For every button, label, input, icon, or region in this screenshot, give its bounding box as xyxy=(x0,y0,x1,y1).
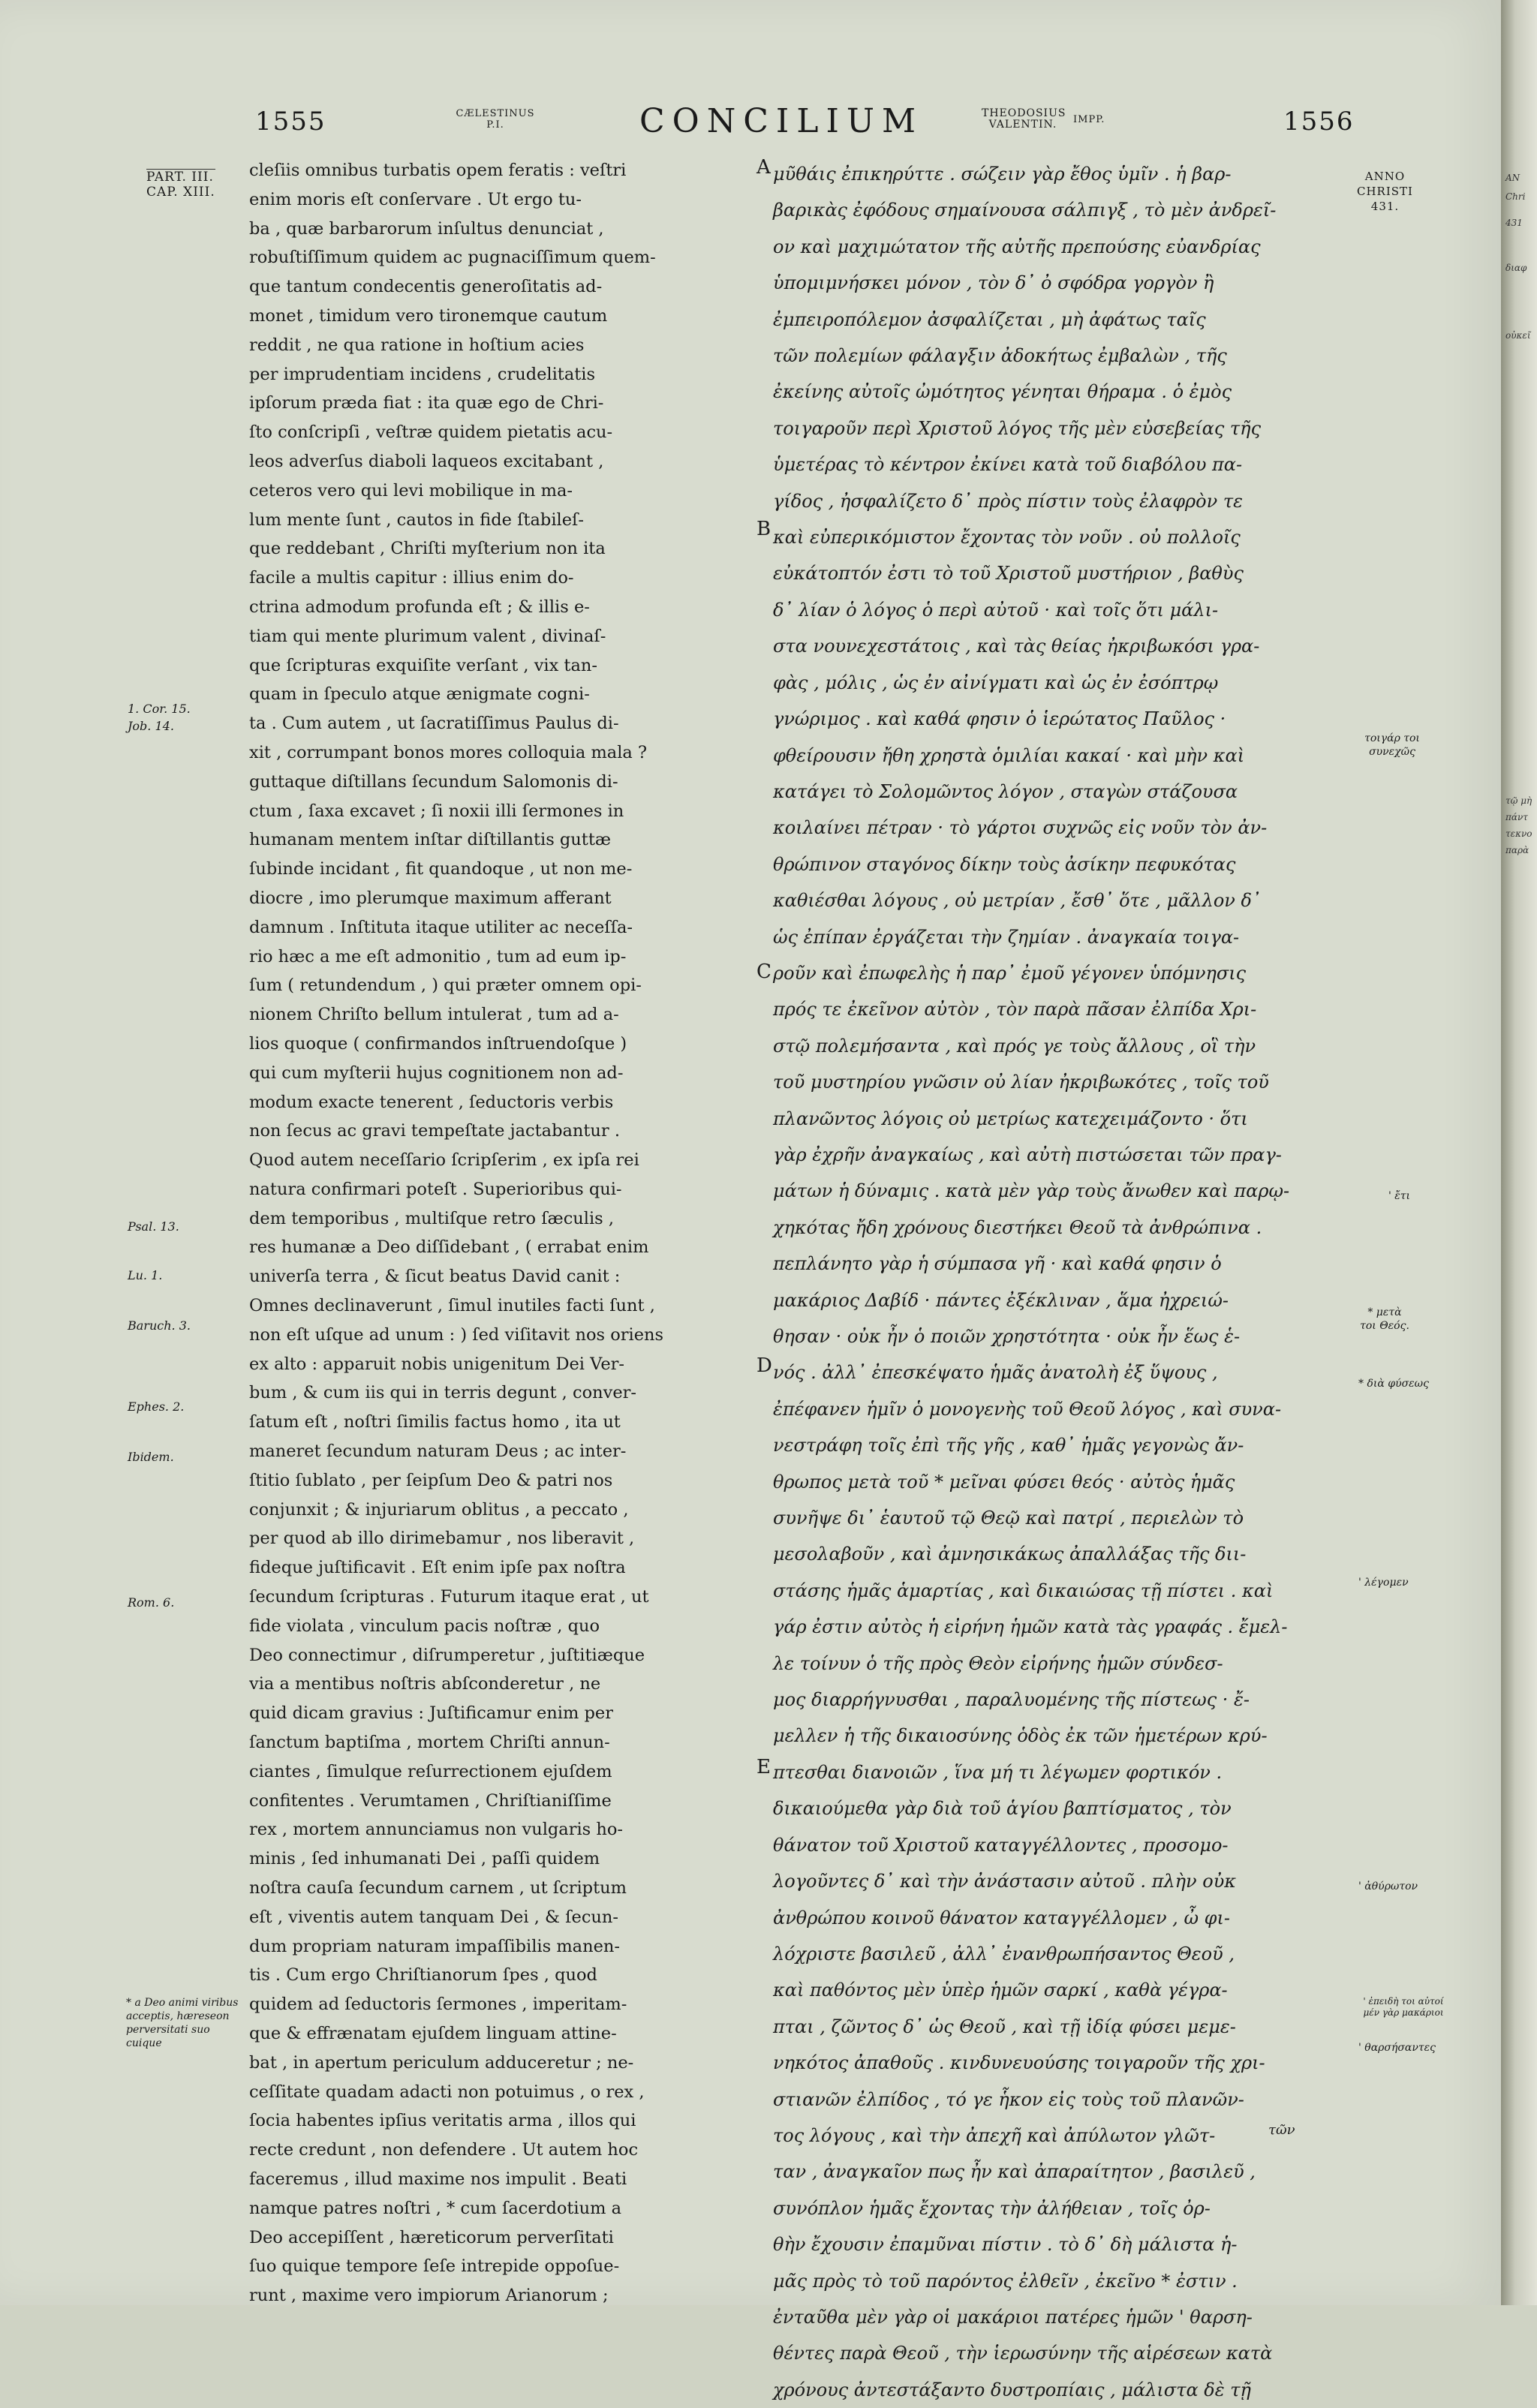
anno-label: ANNO xyxy=(1364,170,1406,183)
text-line: γάρ ἐστιν αὐτὸς ἡ εἰρήνη ἡμῶν κατὰ τὰς γραφάς . ἔμελ- xyxy=(773,1616,1288,1638)
text-line: καθιέσθαι λόγους , οὐ μετρίαν , ἔσθ᾽ ὅτε , μᾶλλον δ᾽ xyxy=(773,890,1261,912)
text-line: λογοῦντες δ᾽ καὶ τὴν ἀνάστασιν αὐτοῦ . πλὴν οὐκ xyxy=(773,1871,1237,1892)
text-line: noſtra cauſa ſecundum carnem , ut ſcriptum xyxy=(249,1878,627,1898)
latin-column xyxy=(249,156,744,2310)
text-line: ſocia habentes ipſius veritatis arma , illos qui xyxy=(249,2111,636,2131)
text-line: per imprudentiam incidens , crudelitatis xyxy=(249,364,596,384)
running-header xyxy=(0,98,1501,158)
text-line: ἐνταῦθα μὲν γὰρ οἱ μακάριοι πατέρες ἡμῶν ' θαρση- xyxy=(773,2306,1253,2328)
next-page-fragment: Chri xyxy=(1505,191,1526,202)
text-line: dem temporibus , multiſque retro ſæculis , xyxy=(249,1208,615,1228)
margin-gloss: ' ἔτι xyxy=(1388,1190,1411,1202)
catchword: τῶν xyxy=(1268,2122,1295,2138)
text-line: ciantes , ſimulque reſurrectionem ejuſdem xyxy=(249,1761,612,1781)
text-line: στῷ πολεμήσαντα , καὶ πρός γε τοὺς ἄλλους , οἳ τὴν xyxy=(773,1035,1256,1057)
text-line: minis , ſed inhumanati Dei , paſſi quidem xyxy=(249,1849,600,1869)
text-line: via a mentibus noſtris abſconderetur , ne xyxy=(249,1674,601,1694)
margin-ref: Ibidem. xyxy=(128,1450,174,1464)
text-line: συνῆψε δι᾽ ἑαυτοῦ τῷ Θεῷ καὶ πατρί , περιελὼν τὸ xyxy=(773,1508,1244,1529)
text-line: βαρικὰς ἐφόδους σημαίνουσα σάλπιγξ , τὸ μὲν ἀνδρεῖ- xyxy=(773,200,1277,221)
text-line: lios quoque ( confirmandos inſtruendoſque ) xyxy=(249,1033,627,1054)
text-line: ctrina admodum profunda eſt ; & illis e- xyxy=(249,597,590,617)
section-letter: B xyxy=(756,518,772,540)
text-line: ον καὶ μαχιμώτατον τῆς αὐτῆς πρεπούσης εὐανδρίας xyxy=(773,236,1261,257)
text-line: dum propriam naturam impaſſibilis manen- xyxy=(249,1936,620,1956)
text-line: ſubinde incidant , fit quandoque , ut non me- xyxy=(249,859,633,879)
margin-gloss: ' ἐπειδὴ τοι αὐτοί μέν γὰρ μακάριοι xyxy=(1363,1996,1444,2018)
right-page-number: 1556 xyxy=(1283,107,1355,137)
text-line: νηκότος ἀπαθοῦς . κινδυνευούσης τοιγαροῦν τῆς χρι- xyxy=(773,2052,1265,2074)
text-line: εὐκάτοπτόν ἐστι τὸ τοῦ Χριστοῦ μυστήριον , βαθὺς xyxy=(773,563,1244,585)
text-line: μος διαρρήγνυσθαι , παραλυομένης τῆς πίστεως · ἔ- xyxy=(773,1689,1250,1711)
text-line: πεπλάνητο γὰρ ἡ σύμπασα γῆ · καὶ καθά φησιν ὁ xyxy=(773,1253,1222,1275)
text-line: diocre , imo plerumque maximum afferant xyxy=(249,888,612,908)
header-pope xyxy=(450,108,540,131)
text-line: ſanctum baptiſma , mortem Chriſti annun- xyxy=(249,1733,610,1753)
text-line: ταν , ἀναγκαῖον πως ἦν καὶ ἀπαραίτητον , βασιλεῦ , xyxy=(773,2161,1256,2183)
text-line: ὑπομιμνήσκει μόνον , τὸν δ᾽ ὀ σφόδρα γοργὸν ἢ xyxy=(773,272,1214,294)
header-emperors xyxy=(982,108,1064,131)
text-line: eſt , viventis autem tanquam Dei , & ſecun- xyxy=(249,1907,619,1927)
text-line: καὶ παθόντος μὲν ὑπὲρ ἡμῶν σαρκί , καθὰ γέγρα- xyxy=(773,1980,1228,2001)
text-line: κατάγει τὸ Σολομῶντος λόγον , σταγὼν στάζουσα xyxy=(773,780,1238,802)
text-line: per quod ab illo dirimebamur , nos liberavit , xyxy=(249,1529,635,1549)
margin-gloss: * διὰ φύσεως xyxy=(1358,1378,1429,1390)
section-letter: A xyxy=(756,156,771,179)
text-line: ſtitio ſublato , per ſeipſum Deo & patri nos xyxy=(249,1470,613,1490)
text-line: κοιλαίνει πέτραν · τὸ γάρτοι συχνῶς εἰς νοῦν τὸν ἀν- xyxy=(773,817,1268,839)
text-line: ſecundum ſcripturas . Futurum itaque erat , ut xyxy=(249,1587,649,1607)
header-emperor-1: THEODOSIUS xyxy=(982,107,1066,119)
year-label: 431. xyxy=(1370,200,1400,213)
margin-gloss: ' ἀθύρωτον xyxy=(1358,1880,1418,1892)
text-line: enim moris eſt conſervare . Ut ergo tu- xyxy=(249,189,582,209)
text-line: cleſiis omnibus turbatis opem feratis : veſtri xyxy=(249,161,627,180)
text-line: non eſt uſque ad unum : ) ſed viſitavit nos oriens xyxy=(249,1324,664,1345)
text-line: θρώπινον σταγόνος δίκην τοὺς ἀσίκην πεφυκότας xyxy=(773,853,1236,875)
text-line: μεσολαβοῦν , καὶ ἀμνησικάκως ἀπαλλάξας τῆς διι- xyxy=(773,1544,1247,1565)
chapter-label: CAP. XIII. xyxy=(146,185,215,200)
margin-ref: Ephes. 2. xyxy=(128,1399,185,1414)
section-letter: D xyxy=(756,1354,772,1377)
text-line: maneret ſecundum naturam Deus ; ac inter- xyxy=(249,1441,627,1462)
text-line: καὶ εὐπερικόμιστον ἔχοντας τὸν νοῦν . οὐ πολλοῖς xyxy=(773,527,1241,549)
text-line: rex , mortem annunciamus non vulgaris ho- xyxy=(249,1820,623,1840)
text-line: χηκότας ἤδη χρόνους διεστήκει Θεοῦ τὰ ἀνθρώπινα . xyxy=(773,1216,1262,1238)
text-line: στα νουνεχεστάτοις , καὶ τὰς θείας ἠκριβωκόσι γρα- xyxy=(773,636,1260,657)
text-line: στάσης ἡμᾶς ἁμαρτίας , καὶ δικαιώσας τῇ πίστει . καὶ xyxy=(773,1580,1274,1601)
text-line: τοιγαροῦν περὶ Χριστοῦ λόγος τῆς μὲν εὐσεβείας τῆς xyxy=(773,417,1262,439)
text-line: δικαιούμεθα γὰρ διὰ τοῦ ἁγίου βαπτίσματος , τὸν xyxy=(773,1798,1232,1820)
margin-gloss: τοιγάρ τοι συνεχῶς xyxy=(1364,732,1420,758)
text-line: τῶν πολεμίων φάλαγξιν ἀδοκήτως ἐμβαλὼν , τῆς xyxy=(773,345,1227,367)
text-line: namque patres noſtri , * cum ſacerdotium a xyxy=(249,2198,622,2218)
anno-christi xyxy=(1357,169,1413,214)
next-page-fragment: 431 xyxy=(1505,218,1523,228)
text-line: bum , & cum iis qui in terris degunt , conver- xyxy=(249,1383,637,1403)
text-line: ex alto : apparuit nobis unigenitum Dei Ver- xyxy=(249,1354,625,1374)
text-line: ſto conſcripſi , veſtræ quidem pietatis acu- xyxy=(249,422,613,443)
margin-ref: Rom. 6. xyxy=(128,1595,175,1610)
next-page-fragment: πάντ xyxy=(1505,812,1528,822)
text-line: rio hæc a me eſt admonitio , tum ad eum ip- xyxy=(249,946,627,967)
text-line: ſum ( retundendum , ) qui præter omnem opi- xyxy=(249,976,642,996)
text-line: νός . ἀλλ᾽ ἐπεσκέψατο ἡμᾶς ἀνατολὴ ἐξ ὕψους , xyxy=(773,1362,1218,1384)
part-chapter-marker xyxy=(146,169,215,200)
text-line: ipſorum præda fiat : ita quæ ego de Chri- xyxy=(249,393,604,413)
christi-label: CHRISTI xyxy=(1357,185,1413,198)
text-line: que tantum condecentis generoſitatis ad- xyxy=(249,277,603,297)
text-line: πτεσθαι διανοιῶν , ἵνα μή τι λέγωμεν φορτικόν . xyxy=(773,1761,1223,1783)
text-line: damnum . Inſtituta itaque utiliter ac neceſſa- xyxy=(249,917,633,937)
header-emperor-2: VALENTIN. xyxy=(988,119,1057,131)
text-line: ctum , ſaxa excavet ; ſi noxii illi ſermones in xyxy=(249,801,624,821)
text-line: Omnes declinaverunt , ſimul inutiles facti ſunt , xyxy=(249,1296,655,1316)
margin-ref: 1. Cor. 15. xyxy=(128,702,191,716)
text-line: μᾶς πρὸς τὸ τοῦ παρόντος ἐλθεῖν , ἐκεῖνο * ἐστιν . xyxy=(773,2270,1238,2292)
greek-column xyxy=(773,156,1343,2408)
margin-ref: Psal. 13. xyxy=(128,1219,179,1234)
margin-ref: Baruch. 3. xyxy=(128,1318,191,1333)
text-line: ceteros vero qui levi mobilique in ma- xyxy=(249,480,573,501)
text-line: guttaque diſtillans ſecundum Salomonis di- xyxy=(249,771,618,792)
text-line: que ſcripturas exquiſite verſant , vix tan- xyxy=(249,655,597,675)
text-line: μῦθάις ἐπικηρύττε . σώζειν γὰρ ἔθος ὑμῖν . ἡ βαρ- xyxy=(773,164,1232,185)
text-line: modum exacte tenerent , ſeductoris verbis xyxy=(249,1092,614,1112)
text-line: ceſſitate quadam adacti non potuimus , o rex , xyxy=(249,2082,645,2102)
text-line: ba , quæ barbarorum inſultus denunciat , xyxy=(249,218,604,239)
text-line: qui cum myſterii hujus cognitionem non ad- xyxy=(249,1063,624,1083)
text-line: μακάριος Δαβίδ · πάντες ἐξέκλιναν , ἅμα ἠχρειώ- xyxy=(773,1289,1229,1311)
text-line: ſuo quique tempore ſeſe intrepide oppoſue- xyxy=(249,2256,620,2277)
text-line: monet , timidum vero tironemque cautum xyxy=(249,305,608,326)
text-line: quid dicam gravius : Juſtificamur enim per xyxy=(249,1703,613,1724)
header-title: CONCILIUM xyxy=(639,102,924,140)
text-line: fideque juſtificavit . Eſt enim ipſe pax noſtra xyxy=(249,1558,626,1578)
next-page-fragment: τῷ μὴ xyxy=(1505,795,1532,806)
text-line: conjunxit ; & injuriarum oblitus , a peccato , xyxy=(249,1499,629,1520)
text-line: Deo connectimur , diſrumperetur , juſtitiæque xyxy=(249,1645,645,1665)
next-page-fragment: παρὰ xyxy=(1505,845,1529,855)
margin-ref: Job. 14. xyxy=(128,719,174,733)
text-line: λε τοίνυν ὁ τῆς πρὸς Θεὸν εἰρήνης ἡμῶν σύνδεσ- xyxy=(773,1652,1223,1674)
text-line: univerſa terra , & ſicut beatus David canit : xyxy=(249,1267,621,1287)
text-line: γίδος , ἠσφαλίζετο δ᾽ πρὸς πίστιν τοὺς ἐλαφρὸν τε xyxy=(773,490,1243,512)
left-page-number: 1555 xyxy=(255,107,326,137)
text-line: quidem ad ſeductoris ſermones , imperitam- xyxy=(249,1995,627,2015)
text-line: confitentes . Verumtamen , Chriſtianiſſime xyxy=(249,1790,612,1811)
text-line: ὡς ἐπίπαν ἐργάζεται τὴν ζημίαν . ἀναγκαία τοιγα- xyxy=(773,926,1240,948)
text-line: lum mente ſunt , cautos in fide ſtabileſ- xyxy=(249,510,584,530)
text-line: τοῦ μυστηρίου γνῶσιν οὐ λίαν ἠκριβωκότες , τοῖς τοῦ xyxy=(773,1072,1269,1093)
text-line: faceremus , illud maxime nos impulit . Beati xyxy=(249,2169,627,2189)
text-line: γὰρ ἐχρῆν ἀναγκαίως , καὶ αὐτὴ πιστώσεται τῶν πραγ- xyxy=(773,1144,1282,1165)
text-line: res humanæ a Deo diſſidebant , ( errabat enim xyxy=(249,1237,649,1258)
text-line: que reddebant , Chriſti myſterium non ita xyxy=(249,539,606,559)
margin-footnote: * a Deo animi viribus acceptis, hæreseon perversitati suo cuique xyxy=(126,1997,239,2049)
next-page-fragment: τεκνο xyxy=(1505,828,1532,839)
text-line: δ᾽ λίαν ὁ λόγος ὁ περὶ αὐτοῦ · καὶ τοῖς ὅτι μάλι- xyxy=(773,599,1219,621)
text-line: στιανῶν ἐλπίδος , τό γε ἧκον εἰς τοὺς τοῦ πλανῶν- xyxy=(773,2088,1244,2110)
margin-gloss: ' θαρσήσαντες xyxy=(1358,2042,1436,2054)
next-page-edge xyxy=(1501,0,1537,2305)
text-line: μάτων ἡ δύναμις . κατὰ μὲν γὰρ τοὺς ἄνωθεν καὶ παρῳ- xyxy=(773,1180,1290,1202)
text-line: bat , in apertum periculum adduceretur ; ne- xyxy=(249,2052,634,2073)
text-line: reddit , ne qua ratione in hoſtium acies xyxy=(249,335,585,355)
text-line: leos adverſus diaboli laqueos excitabant , xyxy=(249,451,604,471)
text-line: λόχριστε βασιλεῦ , ἀλλ᾽ ἐνανθρωπήσαντος Θεοῦ , xyxy=(773,1943,1235,1965)
text-line: ἐκείνης αὐτοῖς ὠμότητος γένηται θήραμα . ὁ ἐμὸς xyxy=(773,381,1232,403)
header-impp: IMPP. xyxy=(1073,114,1105,125)
text-line: facile a multis capitur : illius enim do- xyxy=(249,568,574,588)
text-line: ὑμετέρας τὸ κέντρον ἐκίνει κατὰ τοῦ διαβόλου πα- xyxy=(773,454,1243,476)
text-line: θησαν · οὐκ ἦν ὁ ποιῶν χρηστότητα · οὐκ ἦν ἕως ἑ- xyxy=(773,1326,1241,1347)
section-letter: C xyxy=(756,960,772,983)
text-line: runt , maxime vero impiorum Arianorum ; xyxy=(249,2286,609,2306)
text-line: νεστράφη τοῖς ἐπὶ τῆς γῆς , καθ᾽ ἡμᾶς γεγονὼς ἄν- xyxy=(773,1435,1244,1457)
text-line: θρωπος μετὰ τοῦ * μεῖναι φύσει θεός · αὐτὸς ἡμᾶς xyxy=(773,1471,1235,1493)
text-line: γνώριμος . καὶ καθά φησιν ὁ ἱερώτατος Παῦλος · xyxy=(773,708,1226,730)
text-line: Deo accepiſſent , hæreticorum perverſitati xyxy=(249,2227,614,2247)
text-line: θέντες παρὰ Θεοῦ , τὴν ἱερωσύνην τῆς αἱρέσεων κατὰ xyxy=(773,2343,1273,2364)
text-line: ſatum eſt , noſtri ſimilis factus homo , ita ut xyxy=(249,1412,621,1432)
text-line: ta . Cum autem , ut ſacratiſſimus Paulus di- xyxy=(249,714,619,734)
text-line: μελλεν ἡ τῆς δικαιοσύνης ὁδὸς ἐκ τῶν ἡμετέρων κρύ- xyxy=(773,1725,1268,1747)
text-line: χρόνους ἀντεστάξαντο δυστροπίαις , μάλιστα δὲ τῇ xyxy=(773,2379,1251,2400)
text-line: συνόπλον ἡμᾶς ἔχοντας τὴν ἀλήθειαν , τοῖς ὀρ- xyxy=(773,2197,1211,2219)
header-pope-name: CÆLESTINUS xyxy=(456,108,535,119)
text-line: natura confirmari poteſt . Superioribus qui- xyxy=(249,1179,622,1199)
text-line: que & effrænatam ejuſdem linguam attine- xyxy=(249,2024,617,2043)
margin-gloss: ' λέγομεν xyxy=(1358,1577,1409,1589)
text-line: φὰς , μόλις , ὡς ἐν αἰνίγματι καὶ ὡς ἐν ἐσόπτρῳ xyxy=(773,672,1219,693)
text-line: θὴν ἔχουσιν ἐπαμῦναι πίστιν . τὸ δ᾽ δὴ μάλιστα ἡ- xyxy=(773,2234,1238,2256)
text-line: πται , ζῶντος δ᾽ ὡς Θεοῦ , καὶ τῇ ἰδίᾳ φύσει μεμε- xyxy=(773,2016,1236,2037)
text-line: φθείρουσιν ἤθη χρηστὰ ὁμιλίαι κακαί · καὶ μὴν καὶ xyxy=(773,744,1245,766)
text-line: recte credunt , non defendere . Ut autem hoc xyxy=(249,2140,639,2160)
text-line: θάνατον τοῦ Χριστοῦ καταγγέλλοντες , προσομο- xyxy=(773,1834,1229,1856)
text-line: tiam qui mente plurimum valent , divinaſ- xyxy=(249,626,606,646)
next-page-fragment: διαφ xyxy=(1505,263,1527,273)
text-line: nionem Chriſto bellum intulerat , tum ad a- xyxy=(249,1005,619,1025)
header-pope-ordinal: P.I. xyxy=(486,119,504,131)
text-line: fide violata , vinculum pacis noſtræ , quo xyxy=(249,1616,600,1636)
text-line: non ſecus ac gravi tempeſtate jactabantur . xyxy=(249,1121,620,1141)
text-line: humanam mentem inſtar diſtillantis guttæ xyxy=(249,830,612,850)
text-line: τος λόγους , καὶ τὴν ἀπεχῆ καὶ ἀπύλωτον γλῶτ- xyxy=(773,2124,1216,2146)
text-line: xit , corrumpant bonos mores colloquia mala ? xyxy=(249,742,648,762)
text-line: πλανῶντος λόγοις οὐ μετρίως κατεχειμάζοντο · ὅτι xyxy=(773,1108,1248,1129)
margin-gloss: * μετὰ τοι Θεός. xyxy=(1360,1306,1409,1332)
text-line: ἐμπειροπόλεμον ἀσφαλίζεται , μὴ ἀφάτως ταῖς xyxy=(773,308,1206,330)
text-line: ἐπέφανεν ἡμῖν ὁ μονογενὴς τοῦ Θεοῦ λόγος , καὶ συνα- xyxy=(773,1398,1282,1420)
part-label: PART. III. xyxy=(146,170,214,185)
text-line: quam in ſpeculo atque ænigmate cogni- xyxy=(249,684,590,705)
text-line: ροῦν καὶ ἐπωφελὴς ἡ παρ᾽ ἐμοῦ γέγονεν ὑπόμνησις xyxy=(773,962,1247,984)
margin-ref: Lu. 1. xyxy=(128,1268,163,1282)
text-line: πρός τε ἐκεῖνον αὐτὸν , τὸν παρὰ πᾶσαν ἐλπίδα Χρι- xyxy=(773,999,1257,1021)
text-line: tis . Cum ergo Chriſtianorum ſpes , quod xyxy=(249,1965,597,1986)
text-line: ἀνθρώπου κοινοῦ θάνατον καταγγέλλομεν , ὦ φι- xyxy=(773,1907,1230,1929)
text-line: robuſtiſſimum quidem ac pugnaciſſimum quem- xyxy=(249,248,656,268)
next-page-fragment: οὐκεῖ xyxy=(1505,330,1531,341)
text-line: Quod autem neceſſario ſcripſerim , ex ipſa rei xyxy=(249,1150,639,1171)
next-page-fragment: ΑΝ xyxy=(1505,173,1520,183)
section-letter: E xyxy=(756,1756,771,1778)
